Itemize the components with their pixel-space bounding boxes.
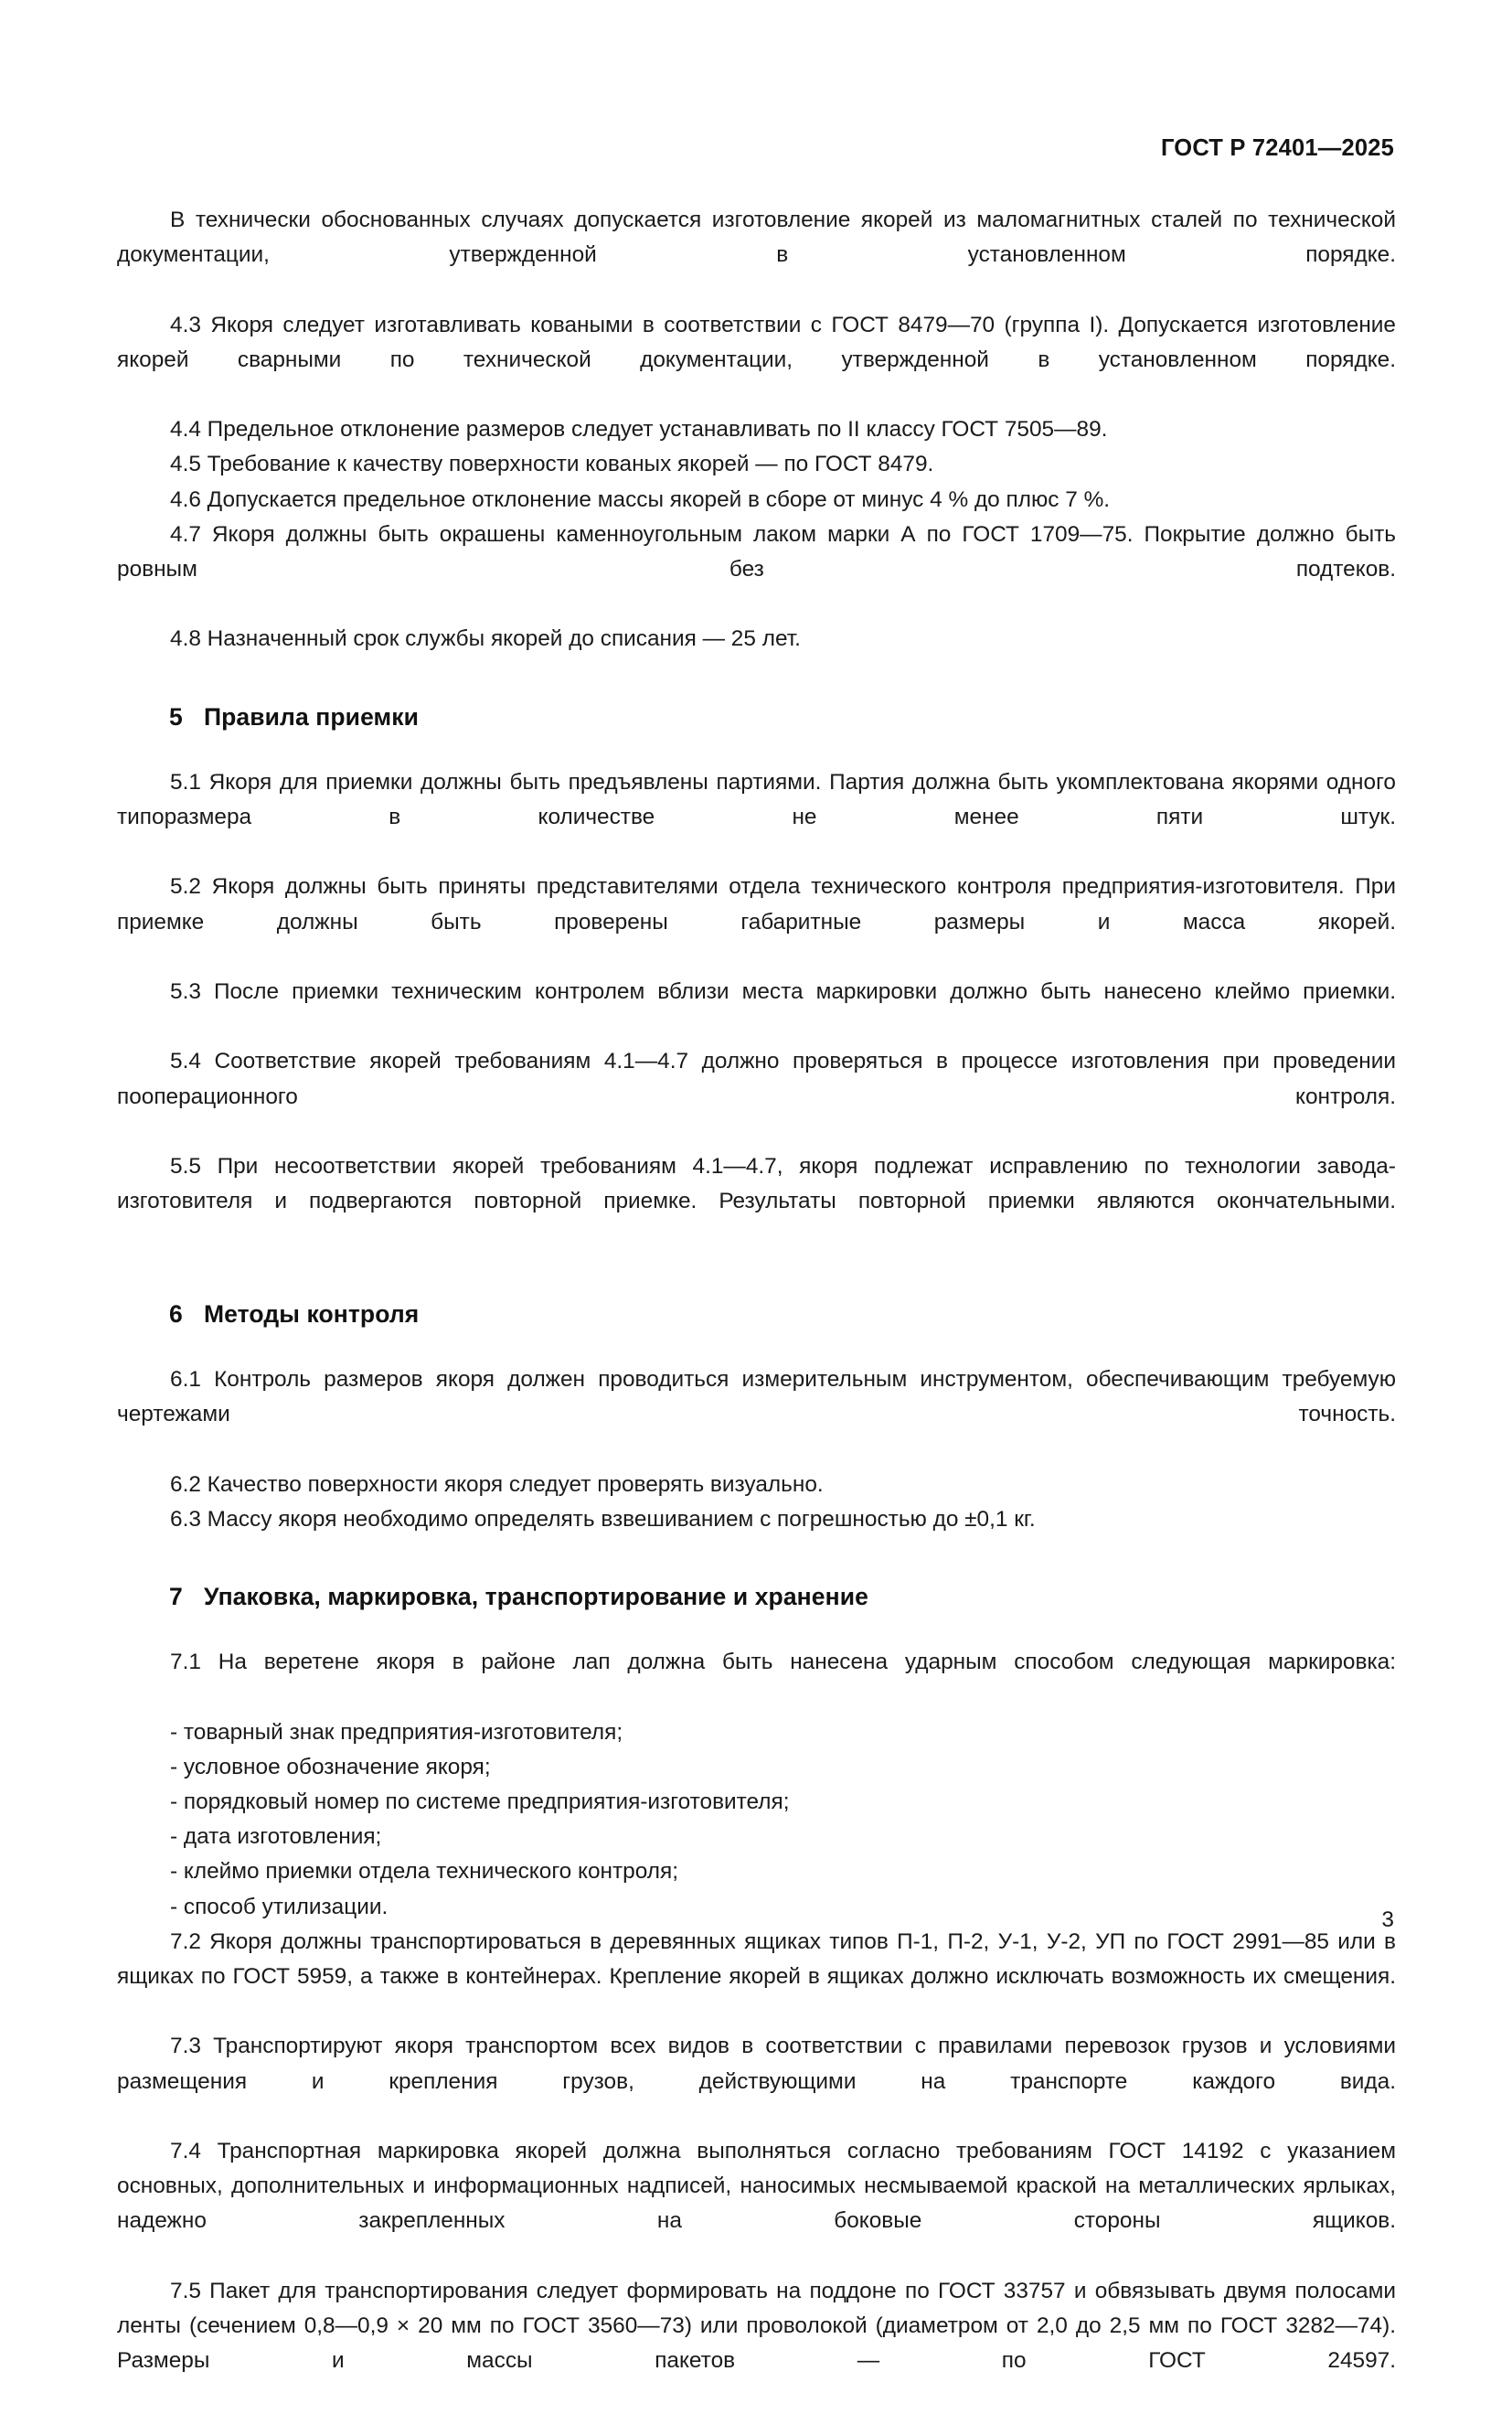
list-item: - условное обозначение якоря; xyxy=(170,1754,491,1779)
spacer xyxy=(117,1255,1396,1297)
paragraph-5-2: 5.2 Якоря должны быть приняты представителями отдела технического контроля предприятия-изготовителя. При приемке должны быть проверены габаритные размеры и масса якорей. xyxy=(117,874,1396,935)
document-body xyxy=(117,203,1396,2414)
paragraph-5-4: 5.4 Соответствие якорей требованиям 4.1—4.7 должно проверяться в процессе изготовления при проведении пооперационного контроля. xyxy=(117,1049,1396,1109)
paragraph-5-1: 5.1 Якоря для приемки должны быть предъявлены партиями. Партия должна быть укомплектована якорями одного типоразмера в количестве не менее пяти штук. xyxy=(117,769,1396,830)
paragraph-4-8: 4.8 Назначенный срок службы якорей до списания — 25 лет. xyxy=(170,626,801,652)
section-heading-6 xyxy=(117,1297,1396,1331)
paragraph-5-5: 5.5 При несоответствии якорей требованиям 4.1—4.7, якоря подлежат исправлению по технологии завода-изготовителя и подвергаются повторной приемке. Результаты повторной приемки являются окончательными. xyxy=(117,1154,1396,1214)
spacer xyxy=(117,1331,1396,1362)
section-heading-5-number: 5 xyxy=(169,702,183,731)
paragraph-6-2: 6.2 Качество поверхности якоря следует проверять визуально. xyxy=(170,1471,824,1497)
paragraph-4-3: 4.3 Якоря следует изготавливать коваными в соответствии с ГОСТ 8479—70 (группа I). Допускается изготовление якорей сварными по технической документации, утвержденной в установленном порядке. xyxy=(117,312,1396,372)
paragraph-7-5: 7.5 Пакет для транспортирования следует формировать на поддоне по ГОСТ 33757 и обвязывать двумя полосами ленты (сечением 0,8—0,9 × 20 мм по ГОСТ 3560—73) или проволокой (диаметром от 2,0 до 2,5 мм по ГОСТ 3282—74). Размеры и массы пакетов — по ГОСТ 24597. xyxy=(117,2278,1396,2374)
marking-list xyxy=(117,1715,1396,1925)
paragraph-7-4: 7.4 Транспортная маркировка якорей должна выполняться согласно требованиям ГОСТ 14192 с указанием основных, дополнительных и информационных надписей, наносимых несмываемой краской на металлических ярлыках, надежно закрепленных на боковые стороны ящиков. xyxy=(117,2138,1396,2234)
page-number: 3 xyxy=(1381,1907,1394,1932)
section-heading-7-number: 7 xyxy=(169,1582,183,1610)
section-heading-7 xyxy=(117,1579,1396,1614)
spacer xyxy=(117,657,1396,700)
paragraph-4-6: 4.6 Допускается предельное отклонение массы якорей в сборе от минус 4 % до плюс 7 %. xyxy=(170,486,1111,512)
paragraph-4-2-continuation: В технически обоснованных случаях допускается изготовление якорей из маломагнитных сталей по технической документации, утвержденной в установленном порядке. xyxy=(117,208,1396,268)
section-heading-7-title: Упаковка, маркировка, транспортирование и хранение xyxy=(204,1582,868,1610)
paragraph-4-7: 4.7 Якоря должны быть окрашены каменноугольным лаком марки А по ГОСТ 1709—75. Покрытие должно быть ровным без подтеков. xyxy=(117,521,1396,582)
standard-number-header: ГОСТ Р 72401—2025 xyxy=(1160,135,1394,161)
paragraph-7-1: 7.1 На веретене якоря в районе лап должна быть нанесена ударным способом следующая маркировка: xyxy=(170,1650,1396,1675)
paragraph-7-2: 7.2 Якоря должны транспортироваться в деревянных ящиках типов П-1, П-2, У-1, У-2, УП по ГОСТ 2991—85 или в ящиках по ГОСТ 5959, а также в контейнерах. Крепление якорей в ящиках должно исключать возможность их смещения. xyxy=(117,1928,1396,1989)
spacer xyxy=(117,734,1396,765)
list-item: - дата изготовления; xyxy=(170,1824,382,1850)
paragraph-6-3: 6.3 Массу якоря необходимо определять взвешиванием с погрешностью до ±0,1 кг. xyxy=(170,1506,1036,1532)
paragraph-6-1: 6.1 Контроль размеров якоря должен проводиться измерительным инструментом, обеспечивающим требуемую чертежами точность. xyxy=(117,1366,1396,1427)
section-heading-6-title: Методы контроля xyxy=(204,1299,420,1328)
paragraph-7-3: 7.3 Транспортируют якоря транспортом всех видов в соответствии с правилами перевозок грузов и условиями размещения и крепления грузов, действующими на транспорте каждого вида. xyxy=(117,2034,1396,2094)
spacer xyxy=(117,1537,1396,1579)
list-item: - клеймо приемки отдела технического контроля; xyxy=(170,1859,678,1885)
section-heading-5-title: Правила приемки xyxy=(204,702,420,731)
list-item: - порядковый номер по системе предприятия-изготовителя; xyxy=(170,1789,790,1814)
list-item: - товарный знак предприятия-изготовителя; xyxy=(170,1719,623,1745)
paragraph-4-5: 4.5 Требование к качеству поверхности кованых якорей — по ГОСТ 8479. xyxy=(170,452,934,477)
paragraph-5-3: 5.3 После приемки техническим контролем вблизи места маркировки должно быть нанесено клеймо приемки. xyxy=(170,979,1396,1005)
section-heading-5 xyxy=(117,700,1396,734)
spacer xyxy=(117,1614,1396,1645)
list-item: - способ утилизации. xyxy=(170,1894,389,1919)
section-heading-6-number: 6 xyxy=(169,1299,183,1328)
paragraph-4-4: 4.4 Предельное отклонение размеров следует устанавливать по II классу ГОСТ 7505—89. xyxy=(170,417,1108,443)
